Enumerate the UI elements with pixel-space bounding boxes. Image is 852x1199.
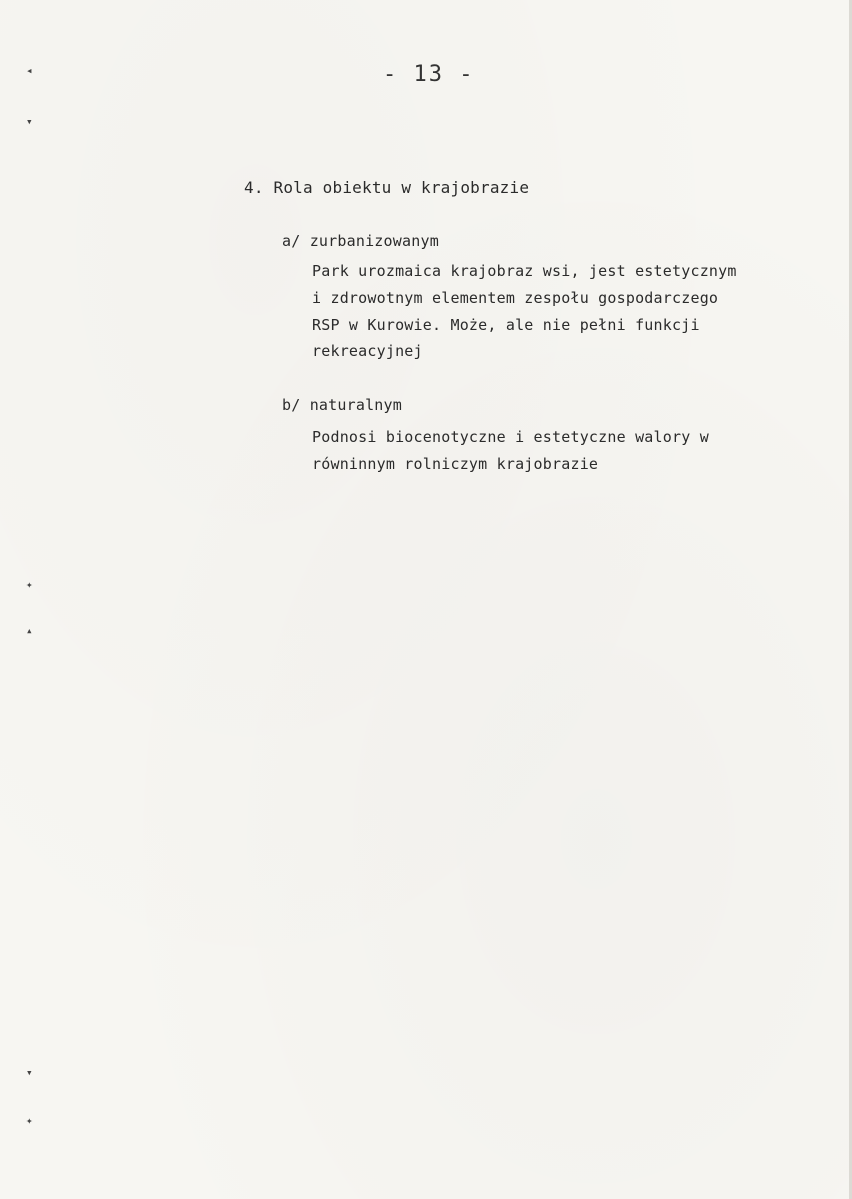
margin-mark: ▴ [26,624,33,637]
margin-mark: ▾ [26,115,33,128]
margin-mark: ✦ [26,578,33,591]
page-number: - 13 - [383,62,475,87]
subsection-a-line-3: RSP w Kurowie. Może, ale nie pełni funkcji [312,316,700,334]
subsection-a-line-2: i zdrowotnym elementem zespołu gospodarczego [312,289,719,307]
margin-mark: ◂ [26,64,33,77]
margin-mark: ▾ [26,1066,33,1079]
subsection-a-label: a/ zurbanizowanym [282,232,439,250]
subsection-a-line-1: Park urozmaica krajobraz wsi, jest estetycznym [312,262,737,280]
subsection-b-label: b/ naturalnym [282,396,402,414]
subsection-a-line-4: rekreacyjnej [312,342,423,360]
subsection-b-line-2: równinnym rolniczym krajobrazie [312,455,599,473]
subsection-b-line-1: Podnosi biocenotyczne i estetyczne walory w [312,428,709,446]
margin-mark: ✦ [26,1114,33,1127]
section-heading: 4. Rola obiektu w krajobrazie [244,178,530,197]
